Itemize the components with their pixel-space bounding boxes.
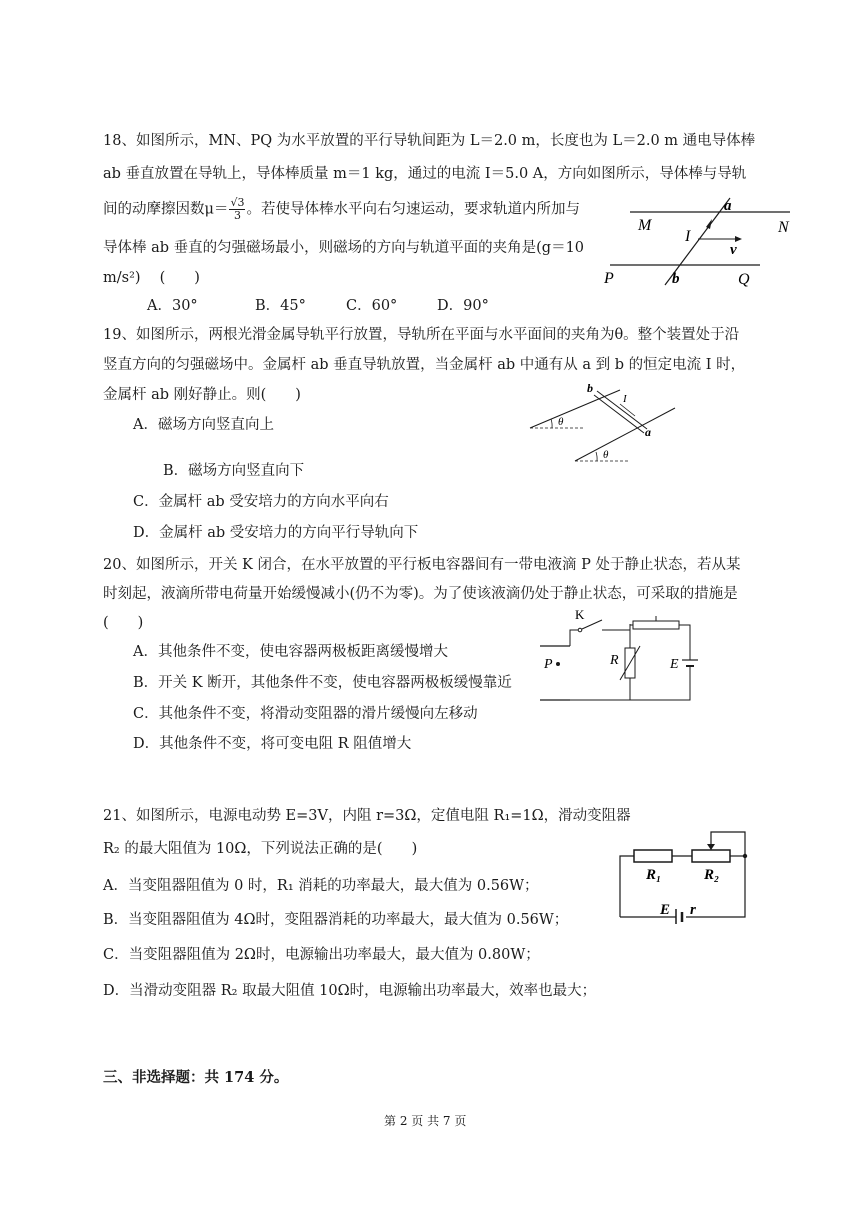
q19-option-c: C．金属杆 ab 受安培力的方向水平向右: [133, 494, 389, 510]
label-v: v: [730, 242, 737, 258]
slider-wire: [640, 608, 656, 616]
page-number-footer: 第 2 页 共 7 页: [384, 1114, 467, 1128]
label-theta-2: θ: [603, 449, 609, 461]
label-theta-1: θ: [558, 416, 564, 428]
q20-option-a: A．其他条件不变，使电容器两极板距离缓慢增大: [133, 644, 448, 660]
wire-top-right: [679, 625, 690, 660]
label-a: a: [645, 425, 651, 439]
label-b: b: [672, 271, 680, 287]
droplet-p: [556, 662, 560, 666]
wire-top-left: [620, 856, 634, 917]
q20-line1: 20、如图所示，开关 K 闭合，在水平放置的平行板电容器间有一带电液滴 P 处于静止状态，若从某: [103, 557, 741, 573]
slider-arrowhead: [707, 844, 715, 850]
friction-fraction: [229, 197, 245, 222]
q18-option-c: C．60°: [346, 298, 398, 314]
q18-line4: 导体棒 ab 垂直的匀强磁场最小，则磁场的方向与轨道平面的夹角是(g＝10: [103, 240, 585, 256]
q18-line3-a: 间的动摩擦因数μ＝: [103, 201, 229, 218]
label-r2: R₂: [704, 867, 720, 883]
q18-option-a: A．30°: [147, 298, 198, 314]
switch-pivot: [578, 628, 582, 632]
q19-option-d: D．金属杆 ab 受安培力的方向平行导轨向下: [133, 525, 419, 541]
q20-circuit-diagram: [530, 608, 705, 708]
q21-option-b: B．当变阻器阻值为 4Ω时，变阻器消耗的功率最大，最大值为 0.56W；: [103, 912, 569, 928]
q18-option-d: D．90°: [437, 298, 489, 314]
label-r: R: [610, 653, 619, 668]
q21-circuit-diagram: [612, 822, 752, 924]
q19-option-b: B．磁场方向竖直向下: [163, 463, 305, 479]
rheostat: [633, 621, 679, 629]
q20-line2: 时刻起，液滴所带电荷量开始缓慢减小(仍不为零)。为了使该液滴仍处于静止状态，可采取的措施是: [103, 586, 738, 602]
q19-incline-diagram: [525, 378, 685, 468]
upper-rail: [530, 390, 620, 428]
switch-k-blade: [582, 620, 602, 629]
q21-line2: R₂ 的最大阻值为 10Ω，下列说法正确的是( ): [103, 841, 418, 857]
label-p: P: [604, 270, 614, 287]
label-i: I: [623, 393, 627, 405]
q21-line1: 21、如图所示，电源电动势 E=3V，内阻 r=3Ω，定值电阻 R₁=1Ω，滑动变阻器: [103, 808, 631, 824]
q19-line2: 竖直方向的匀强磁场中。金属杆 ab 垂直导轨放置，当金属杆 ab 中通有从 a 到 b 的恒定电流 I 时，: [103, 357, 746, 373]
section-3-heading: 三、非选择题：共 174 分。: [103, 1069, 289, 1086]
q20-option-b: B．开关 K 断开，其他条件不变，使电容器两极板缓慢靠近: [133, 675, 512, 691]
q21-option-c: C．当变阻器阻值为 2Ω时，电源输出功率最大，最大值为 0.80W；: [103, 947, 540, 963]
rod-ab-edge-2: [594, 395, 644, 433]
q20-line3: ( ): [103, 615, 144, 631]
q18-line1: 18、如图所示，MN、PQ 为水平放置的平行导轨间距为 L＝2.0 m，长度也为 L＝2.0 m 通电导体棒: [103, 133, 756, 149]
rheostat-r2: [692, 850, 730, 862]
q21-option-d: D．当滑动变阻器 R₂ 取最大阻值 10Ω时，电源输出功率最大，效率也最大；: [103, 983, 597, 999]
lower-rail: [575, 408, 675, 461]
label-k: K: [575, 608, 585, 622]
fraction-denominator: 3: [233, 209, 241, 222]
q19-line3: 金属杆 ab 刚好静止。则( ): [103, 387, 301, 403]
label-b: b: [587, 381, 593, 395]
label-a: a: [724, 198, 732, 214]
fraction-numerator: √3: [230, 196, 245, 209]
q18-option-b: B．45°: [255, 298, 306, 314]
q18-line3: [103, 197, 580, 222]
label-i: I: [685, 228, 691, 245]
label-p: P: [544, 657, 553, 672]
label-q: Q: [738, 271, 750, 288]
q19-option-a: A．磁场方向竖直向上: [133, 417, 274, 433]
q20-option-c: C．其他条件不变，将滑动变阻器的滑片缓慢向左移动: [133, 706, 478, 722]
q18-line2: ab 垂直放置在导轨上，导体棒质量 m＝1 kg，通过的电流 I＝5.0 A，方向如图所示，导体棒与导轨: [103, 166, 747, 182]
label-e: E: [660, 902, 671, 918]
label-r1: R₁: [646, 867, 662, 883]
resistor-r1: [634, 850, 672, 862]
rod-ab-edge-1: [597, 391, 647, 429]
q18-rail-diagram: [600, 195, 800, 295]
q18-line3-b: 。若使导体棒水平向右匀速运动，要求轨道内所加与: [246, 201, 580, 218]
wire-top-left: [570, 630, 578, 646]
q19-line1: 19、如图所示，两根光滑金属导轨平行放置，导轨所在平面与水平面间的夹角为θ。整个装置处于沿: [103, 327, 740, 343]
label-r: r: [690, 902, 696, 918]
label-e: E: [670, 657, 679, 672]
q21-option-a: A．当变阻器阻值为 0 时，R₁ 消耗的功率最大，最大值为 0.56W；: [103, 878, 539, 894]
q20-option-d: D．其他条件不变，将可变电阻 R 阻值增大: [133, 736, 412, 752]
theta-arc-1: [551, 419, 552, 428]
q18-line5: m/s²) ( ): [103, 270, 200, 286]
theta-arc-2: [596, 452, 597, 461]
label-n: N: [778, 219, 789, 236]
label-m: M: [638, 217, 652, 234]
